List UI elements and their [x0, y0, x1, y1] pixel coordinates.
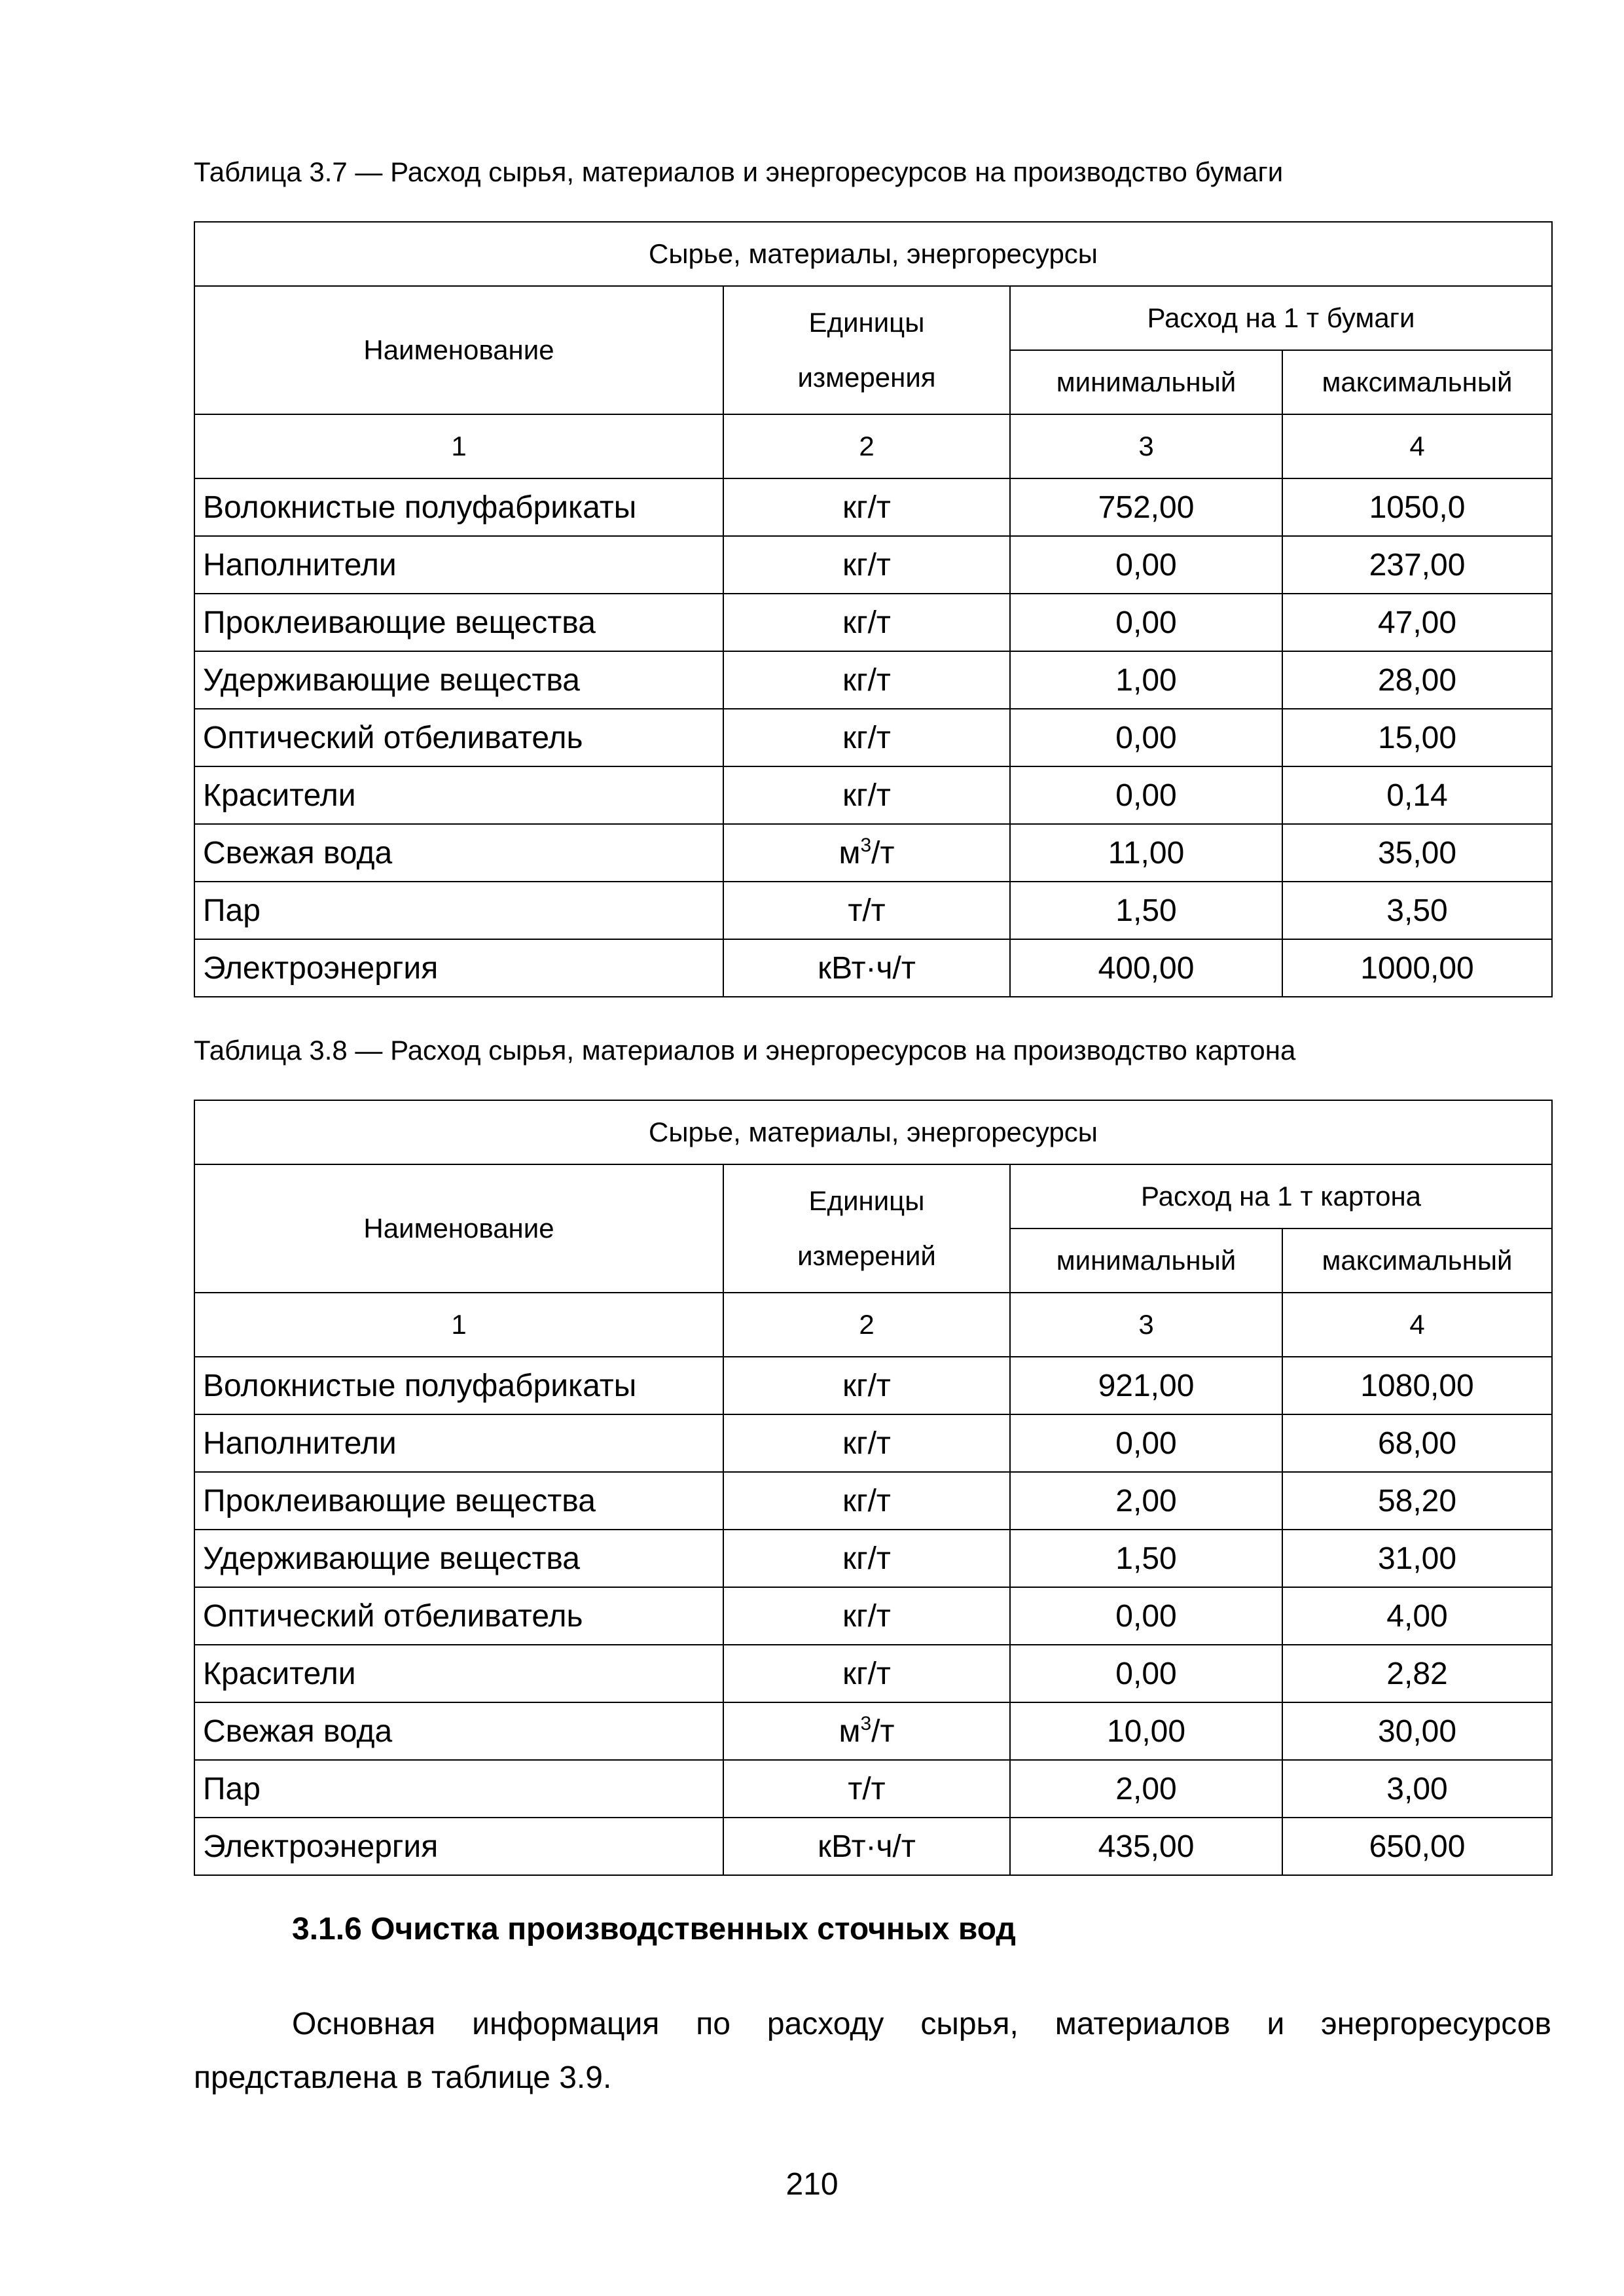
- row-name: Свежая вода: [194, 824, 723, 882]
- table-row: [194, 766, 1552, 824]
- row-max: 3,50: [1282, 882, 1552, 939]
- row-min: 1,50: [1010, 882, 1282, 939]
- row-unit: кг/т: [723, 594, 1010, 651]
- row-unit: т/т: [723, 1760, 1010, 1818]
- row-name: Проклеивающие вещества: [194, 594, 723, 651]
- row-unit: кВт·ч/т: [723, 1818, 1010, 1875]
- table-3-7-colnum: 4: [1282, 414, 1552, 478]
- table-row: [194, 478, 1552, 536]
- row-max: 0,14: [1282, 766, 1552, 824]
- table-3-7-colnum: 1: [194, 414, 723, 478]
- row-max: 237,00: [1282, 536, 1552, 594]
- row-unit: кг/т: [723, 1645, 1010, 1702]
- table-row: [194, 1414, 1552, 1472]
- table-3-8-colnum: 1: [194, 1293, 723, 1357]
- row-name: Электроэнергия: [194, 1818, 723, 1875]
- row-name: Проклеивающие вещества: [194, 1472, 723, 1530]
- row-unit: кг/т: [723, 1414, 1010, 1472]
- table-3-7-group-header: Сырье, материалы, энергоресурсы: [194, 222, 1552, 286]
- row-name: Наполнители: [194, 536, 723, 594]
- table-3-7-caption: Таблица 3.7 — Расход сырья, материалов и энергоресурсов на производство бумаги: [194, 156, 1284, 187]
- row-min: 0,00: [1010, 766, 1282, 824]
- row-max: 35,00: [1282, 824, 1552, 882]
- table-3-8-col-name: Наименование: [194, 1164, 723, 1293]
- row-min: 10,00: [1010, 1702, 1282, 1760]
- table-row: [194, 1587, 1552, 1645]
- row-min: 0,00: [1010, 1587, 1282, 1645]
- section-paragraph: Основная информация по расходу сырья, материалов и энергоресурсов представлена в таблице 3.9.: [194, 2007, 1551, 2095]
- table-3-7-col-units: Единицы измерения: [723, 286, 1010, 414]
- table-row: [194, 1357, 1552, 1414]
- row-name: Красители: [194, 766, 723, 824]
- table-3-7: [194, 221, 1553, 997]
- row-min: 752,00: [1010, 478, 1282, 536]
- row-unit: кг/т: [723, 1587, 1010, 1645]
- table-3-8: [194, 1100, 1553, 1876]
- row-max: 2,82: [1282, 1645, 1552, 1702]
- table-3-8-colnum: 2: [723, 1293, 1010, 1357]
- row-unit: кВт·ч/т: [723, 939, 1010, 997]
- table-3-8-col-min: минимальный: [1010, 1229, 1282, 1293]
- row-max: 31,00: [1282, 1530, 1552, 1587]
- row-name: Оптический отбеливатель: [194, 709, 723, 766]
- table-3-7-col-min: минимальный: [1010, 350, 1282, 414]
- row-max: 1080,00: [1282, 1357, 1552, 1414]
- table-3-7-col-name: Наименование: [194, 286, 723, 414]
- table-3-8-group-header: Сырье, материалы, энергоресурсы: [194, 1100, 1552, 1164]
- row-unit: кг/т: [723, 766, 1010, 824]
- table-3-8-col-units: Единицы измерений: [723, 1164, 1010, 1293]
- row-name: Волокнистые полуфабрикаты: [194, 478, 723, 536]
- table-row: [194, 709, 1552, 766]
- row-name: Электроэнергия: [194, 939, 723, 997]
- row-min: 11,00: [1010, 824, 1282, 882]
- row-max: 47,00: [1282, 594, 1552, 651]
- row-name: Наполнители: [194, 1414, 723, 1472]
- table-row: [194, 824, 1552, 882]
- row-unit: кг/т: [723, 709, 1010, 766]
- table-3-7-colnum: 3: [1010, 414, 1282, 478]
- table-row: [194, 882, 1552, 939]
- row-max: 650,00: [1282, 1818, 1552, 1875]
- row-max: 1000,00: [1282, 939, 1552, 997]
- row-name: Свежая вода: [194, 1702, 723, 1760]
- row-min: 921,00: [1010, 1357, 1282, 1414]
- table-row: [194, 536, 1552, 594]
- row-unit: т/т: [723, 882, 1010, 939]
- row-unit: кг/т: [723, 1530, 1010, 1587]
- table-row: [194, 594, 1552, 651]
- row-min: 400,00: [1010, 939, 1282, 997]
- row-name: Удерживающие вещества: [194, 1530, 723, 1587]
- row-unit: кг/т: [723, 536, 1010, 594]
- row-unit: кг/т: [723, 651, 1010, 709]
- row-unit: $м^3/т$: [723, 824, 1010, 882]
- table-3-8-colnum: 4: [1282, 1293, 1552, 1357]
- row-min: 1,00: [1010, 651, 1282, 709]
- table-3-7-col-consumption: Расход на 1 т бумаги: [1010, 286, 1552, 350]
- row-max: 30,00: [1282, 1702, 1552, 1760]
- table-3-8-col-max: максимальный: [1282, 1229, 1552, 1293]
- row-max: 58,20: [1282, 1472, 1552, 1530]
- row-name: Красители: [194, 1645, 723, 1702]
- row-min: 0,00: [1010, 1645, 1282, 1702]
- row-unit: $м^3/т$: [723, 1702, 1010, 1760]
- page-number: 210: [785, 2167, 839, 2202]
- row-name: Пар: [194, 882, 723, 939]
- row-max: 28,00: [1282, 651, 1552, 709]
- row-name: Волокнистые полуфабрикаты: [194, 1357, 723, 1414]
- table-row: [194, 1530, 1552, 1587]
- row-min: 0,00: [1010, 1414, 1282, 1472]
- row-max: 1050,0: [1282, 478, 1552, 536]
- table-row: [194, 1702, 1552, 1760]
- row-min: 0,00: [1010, 594, 1282, 651]
- table-3-8-colnum: 3: [1010, 1293, 1282, 1357]
- row-max: 4,00: [1282, 1587, 1552, 1645]
- row-max: 3,00: [1282, 1760, 1552, 1818]
- row-min: 0,00: [1010, 536, 1282, 594]
- table-3-7-col-max: максимальный: [1282, 350, 1552, 414]
- row-min: 0,00: [1010, 709, 1282, 766]
- row-name: Пар: [194, 1760, 723, 1818]
- table-row: [194, 1760, 1552, 1818]
- table-3-7-colnum: 2: [723, 414, 1010, 478]
- row-max: 68,00: [1282, 1414, 1552, 1472]
- table-3-8-caption: Таблица 3.8 — Расход сырья, материалов и энергоресурсов на производство картона: [194, 1035, 1296, 1066]
- row-min: 2,00: [1010, 1472, 1282, 1530]
- table-row: [194, 939, 1552, 997]
- row-unit: кг/т: [723, 478, 1010, 536]
- section-heading: 3.1.6 Очистка производственных сточных вод: [292, 1912, 1016, 1946]
- row-name: Оптический отбеливатель: [194, 1587, 723, 1645]
- row-name: Удерживающие вещества: [194, 651, 723, 709]
- table-row: [194, 1645, 1552, 1702]
- row-min: 1,50: [1010, 1530, 1282, 1587]
- table-row: [194, 1818, 1552, 1875]
- row-max: 15,00: [1282, 709, 1552, 766]
- table-row: [194, 1472, 1552, 1530]
- row-min: 2,00: [1010, 1760, 1282, 1818]
- row-unit: кг/т: [723, 1357, 1010, 1414]
- table-row: [194, 651, 1552, 709]
- row-unit: кг/т: [723, 1472, 1010, 1530]
- table-3-8-col-consumption: Расход на 1 т картона: [1010, 1164, 1552, 1229]
- row-min: 435,00: [1010, 1818, 1282, 1875]
